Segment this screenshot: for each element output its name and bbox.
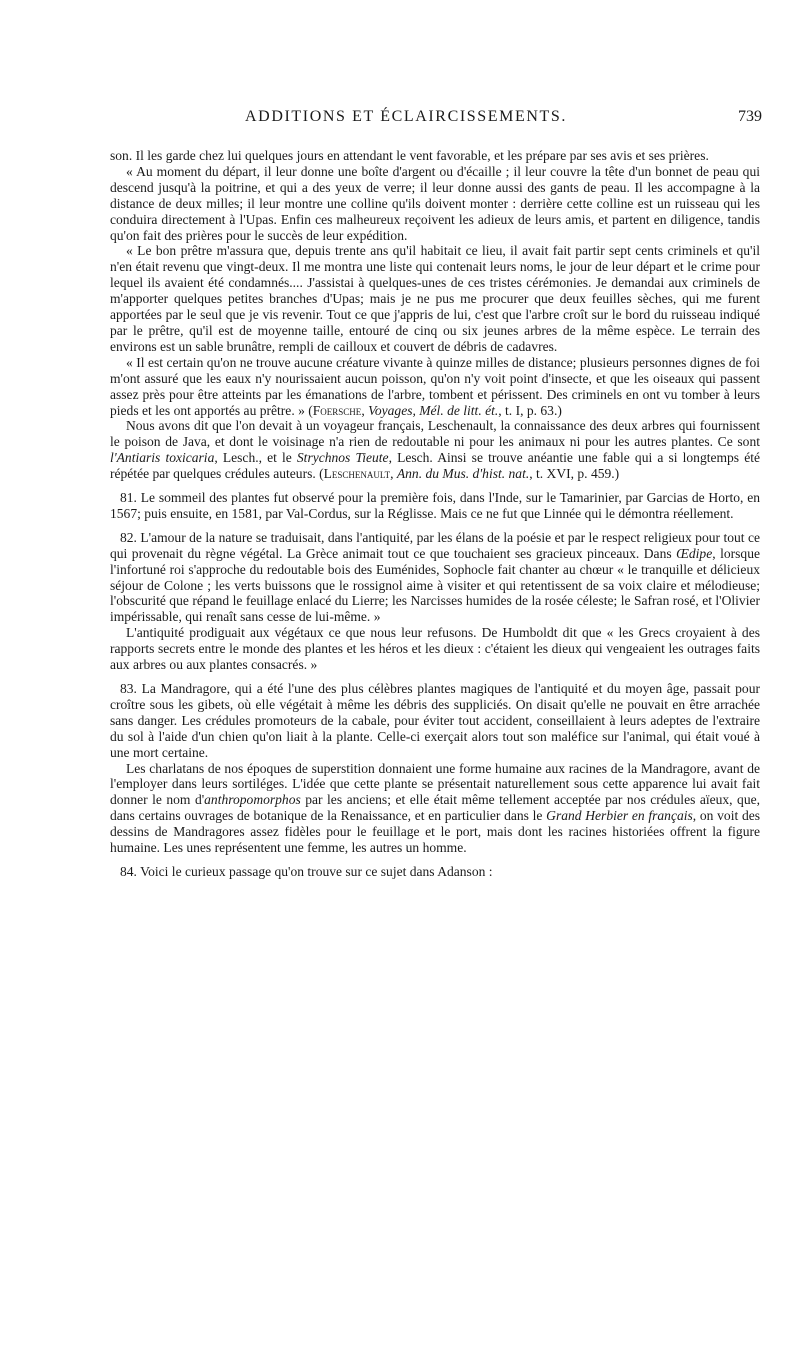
text-run: « Il est certain qu'on ne trouve aucune créature vivante à quinze milles de distance; plusieurs personnes dignes de foi m'ont assuré que les eaux n'y nourissaient aucun poisson, qu'on n'y voit point d'insecte, et que les oiseaux qui passent assez près pour être atteints par les émanations de l'arbre, tombent et périssent. Des criminels en ont vu tomber à leurs pieds et les ont apportés au prêtre. » ( (110, 354, 760, 418)
quote-paragraph-priest: « Le bon prêtre m'assura que, depuis trente ans qu'il habitait ce lieu, il avait fait partir sept cents criminels et qu'il n'en était revenu que vingt-deux. Il me montra une liste qui contenait leurs noms, le jour de leur départ et le crime pour lequel ils avaient été condamnés.... J'assistai à quelques-unes de ces tristes cérémonies. Je demandai aux criminels de m'apporter quelques petites branches d'Upas; mais je ne pus me procurer que deux feuilles sèches, qui me furent apportées par le seul que je vis revenir. Tout ce que j'appris de lui, c'est que l'arbre croît sur le bord du ruisseau indiqué par le prêtre, qu'il est de moyenne taille, entouré de cinq ou six jeunes arbres de la même espèce. Le terrain des environs est un sable brunâtre, rempli de cailloux et couvert de débris de cadavres. (110, 243, 760, 354)
note-83: 83. La Mandragore, qui a été l'une des plus célèbres plantes magiques de l'antiquité et du moyen âge, passait pour croître sous les gibets, où elle végétait à même les débris des suppliciés. On disait qu'elle ne pouvait en être arrachée sans danger. Les crédules promoteurs de la cabale, pour éviter tout accident, conseillaient à leurs adeptes de l'extraire du sol à l'aide d'un chien qu'on liait à la plante. Celle-ci exerçait alors tout son maléfice sur l'animal, qui était voué à une mort certaine. (110, 681, 760, 760)
text-run: , Lesch., et le (214, 450, 297, 466)
citation-work: Voyages, Mél. de litt. ét. (368, 402, 499, 418)
note-81: 81. Le sommeil des plantes fut observé pour la première fois, dans l'Inde, sur le Tamarinier, par Garcias de Horto, en 1567; puis ensuite, en 1581, par Val-Cordus, sur la Réglisse. Mais ce ne fut que Linnée qui le démontra réellement. (110, 490, 760, 521)
quote-paragraph-certainty (110, 355, 760, 419)
note-82-continuation: L'antiquité prodiguait aux végétaux ce que nous leur refusons. De Humboldt dit que « les Grecs croyaient à des rapports secrets entre le monde des plantes et les héros et les dieux : c'étaient les dieux qui vengeaient les outrages faits aux arbres ou aux plantes consacrés. » (110, 625, 760, 673)
text-run: Nous avons dit que l'on devait à un voyageur français, Leschenault, la connaissance des deux arbres qui fournissent le poison de Java, et dont le voisinage n'a rien de redoutable ni pour les animaux ni pour les autres plantes. Ce sont (110, 418, 760, 450)
text-run: par les anciens; et elle était même tellement acceptée par nos crédules aïeux, que, dans certains ouvrages de botanique de la Renaissance, et en particulier dans le (110, 792, 760, 824)
species-name: l'Antiaris toxicaria (110, 450, 215, 466)
text-run: , Lesch. Ainsi se trouve anéantie une fable qui a si longtemps été répétée par quelques crédules auteurs. ( (110, 450, 760, 482)
body-text (110, 148, 760, 880)
running-header (100, 104, 762, 132)
citation-work: Ann. du Mus. d'hist. nat. (396, 466, 530, 482)
text-run: 82. L'amour de la nature se traduisait, dans l'antiquité, par les élans de la poésie et par le respect religieux pour tout ce qui provenait du règne végétal. La Grèce animait tout ce que touchaient ses gracieux pinceaux. Dans (110, 529, 760, 561)
paragraph-continuation: son. Il les garde chez lui quelques jours en attendant le vent favorable, et les prépare par ses avis et ses prières. (110, 148, 709, 163)
citation-author: Leschenault (323, 466, 391, 482)
work-title: Œdipe (676, 545, 713, 561)
paragraph-leschenault (110, 418, 760, 482)
text-run: , (361, 402, 369, 418)
text-run: Les charlatans de nos époques de superstition donnaient une forme humaine aux racines de la Mandragore, avant de l'employer dans leurs sortiléges. L'idée que cette plante se présentait naturellement sous cette apparence lui avait fait donner le nom d' (110, 760, 760, 808)
work-title: Grand Herbier en français (546, 808, 693, 824)
running-title: ADDITIONS ET ÉCLAIRCISSEMENTS. (245, 108, 567, 125)
citation-ref: , t. I, p. 63.) (498, 402, 562, 418)
text-run: , lorsque l'infortuné roi s'approche du redoutable bois des Euménides, Sophocle fait chanter au chœur « le tranquille et délicieux séjour de Colone ; les verts buissons que le rossignol aime à visiter et qui retentissent de sa voix claire et mélodieuse; l'obscurité que répand le feuillage enlacé du Lierre; les Narcisses humides de la rosée céleste; le Safran rosé, et l'Olivier impérissable, qui renaît sans cesse de lui-même. » (110, 545, 760, 625)
species-name: Strychnos Tieute (296, 450, 389, 466)
quote-paragraph-departure: « Au moment du départ, il leur donne une boîte d'argent ou d'écaille ; il leur couvre la tête d'un bonnet de peau qui descend jusqu'à la poitrine, et qui a des yeux de verre; il leur donne aussi des gants de peau. Il les accompagne à la distance de deux milles; il leur montre une colline qu'ils doivent monter : derrière cette colline est un ruisseau qui les conduira directement à l'Upas. Enfin ces malheureux reçoivent les adieux de leurs amis, et partent en diligence, tandis qu'on fait des prières pour le succès de leur expédition. (110, 163, 760, 243)
text-run: , (390, 466, 397, 482)
text-run: , on voit des dessins de Mandragores assez fidèles pour le feuillage et le port, mais dont les racines historiées offrent la figure humaine. Les unes représentent une femme, les autres un homme. (110, 808, 761, 856)
note-83-continuation (110, 761, 760, 856)
term: anthropomorphos (204, 792, 301, 808)
citation-author: Foersche (312, 402, 362, 418)
page-number: 739 (738, 108, 762, 125)
note-82 (110, 530, 760, 625)
note-84: 84. Voici le curieux passage qu'on trouve sur ce sujet dans Adanson : (120, 863, 493, 879)
citation-ref: , t. XVI, p. 459.) (529, 466, 620, 482)
